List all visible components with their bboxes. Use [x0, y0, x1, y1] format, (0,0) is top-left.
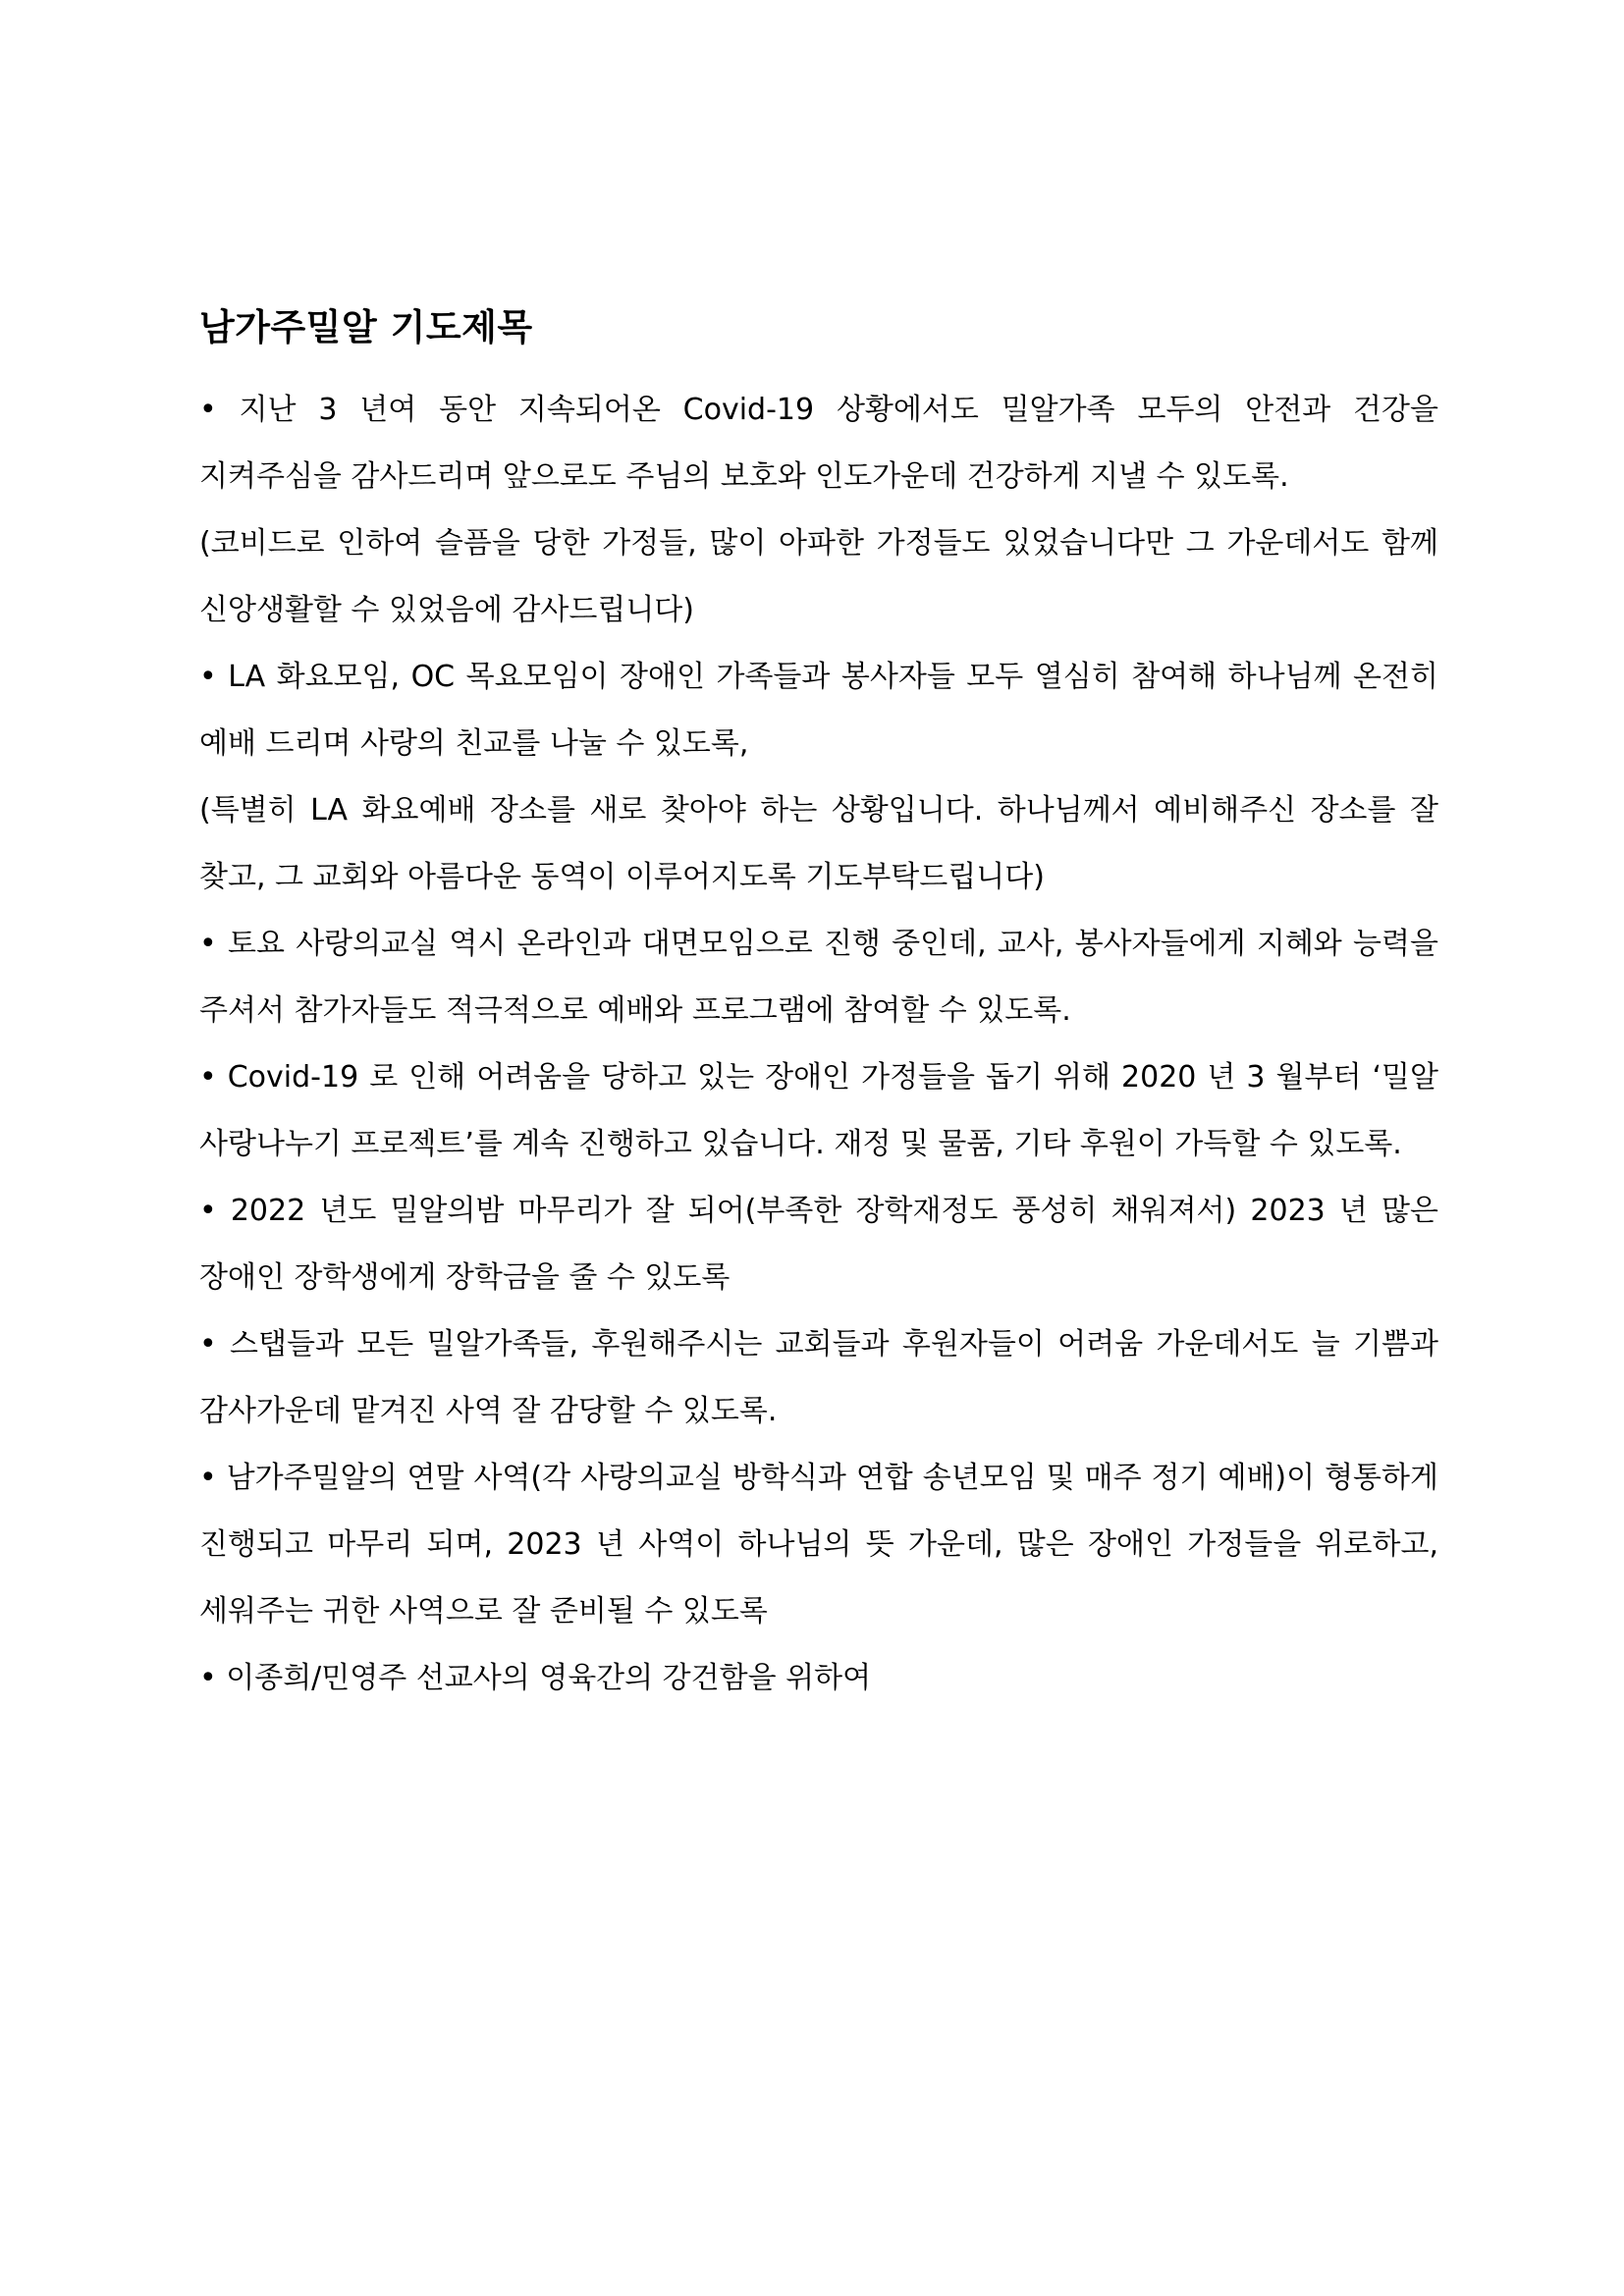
- prayer-item-saturday-class: • 토요 사랑의교실 역시 온라인과 대면모임으로 진행 중인데, 교사, 봉사자들에게 지혜와 능력을 주셔서 참가자들도 적극적으로 예배와 프로그램에 참여할 수 있도록.: [199, 927, 1438, 1028]
- document-title: 남가주밀알 기도제목: [199, 306, 533, 348]
- prayer-note-la-venue: (특별히 LA 화요예배 장소를 새로 찾아야 하는 상황입니다. 하나님께서 예비해주신 장소를 잘 찾고, 그 교회와 아름다운 동역이 이루어지도록 기도부탁드립니다): [199, 793, 1438, 894]
- document-body: [199, 293, 1438, 1712]
- prayer-item-missionaries: • 이종희/민영주 선교사의 영육간의 강건함을 위하여: [199, 1661, 872, 1695]
- prayer-item-weekly-meetings: • LA 화요모임, OC 목요모임이 장애인 가족들과 봉사자들 모두 열심히 참여해 하나님께 온전히 예배 드리며 사랑의 친교를 나눌 수 있도록,: [199, 660, 1438, 761]
- prayer-note-covid-families: (코비드로 인하여 슬픔을 당한 가정들, 많이 아파한 가정들도 있었습니다만 그 가운데서도 함께 신앙생활할 수 있었음에 감사드립니다): [199, 526, 1438, 627]
- prayer-item-year-end-ministry: • 남가주밀알의 연말 사역(각 사랑의교실 방학식과 연합 송년모임 및 매주 정기 예배)이 형통하게 진행되고 마무리 되며, 2023 년 사역이 하나님의 뜻 가운데, 많은 장애인 가정들을 위로하고, 세워주는 귀한 사역으로 잘 준비될 수 있도록: [199, 1461, 1438, 1629]
- prayer-item-scholarship: • 2022 년도 밀알의밤 마무리가 잘 되어(부족한 장학재정도 풍성히 채워져서) 2023 년 많은 장애인 장학생에게 장학금을 줄 수 있도록: [199, 1194, 1438, 1295]
- prayer-item-covid-thanks: • 지난 3 년여 동안 지속되어온 Covid-19 상황에서도 밀알가족 모두의 안전과 건강을 지켜주심을 감사드리며 앞으로도 주님의 보호와 인도가운데 건강하게 지낼 수 있도록.: [199, 393, 1439, 494]
- prayer-item-sharing-project: • Covid-19 로 인해 어려움을 당하고 있는 장애인 가정들을 돕기 위해 2020 년 3 월부터 ‘밀알 사랑나누기 프로젝트’를 계속 진행하고 있습니다. 재정 및 물품, 기타 후원이 가득할 수 있도록.: [199, 1060, 1438, 1161]
- prayer-item-staff-supporters: • 스탭들과 모든 밀알가족들, 후원해주시는 교회들과 후원자들이 어려움 가운데서도 늘 기쁨과 감사가운데 맡겨진 사역 잘 감당할 수 있도록.: [199, 1327, 1438, 1428]
